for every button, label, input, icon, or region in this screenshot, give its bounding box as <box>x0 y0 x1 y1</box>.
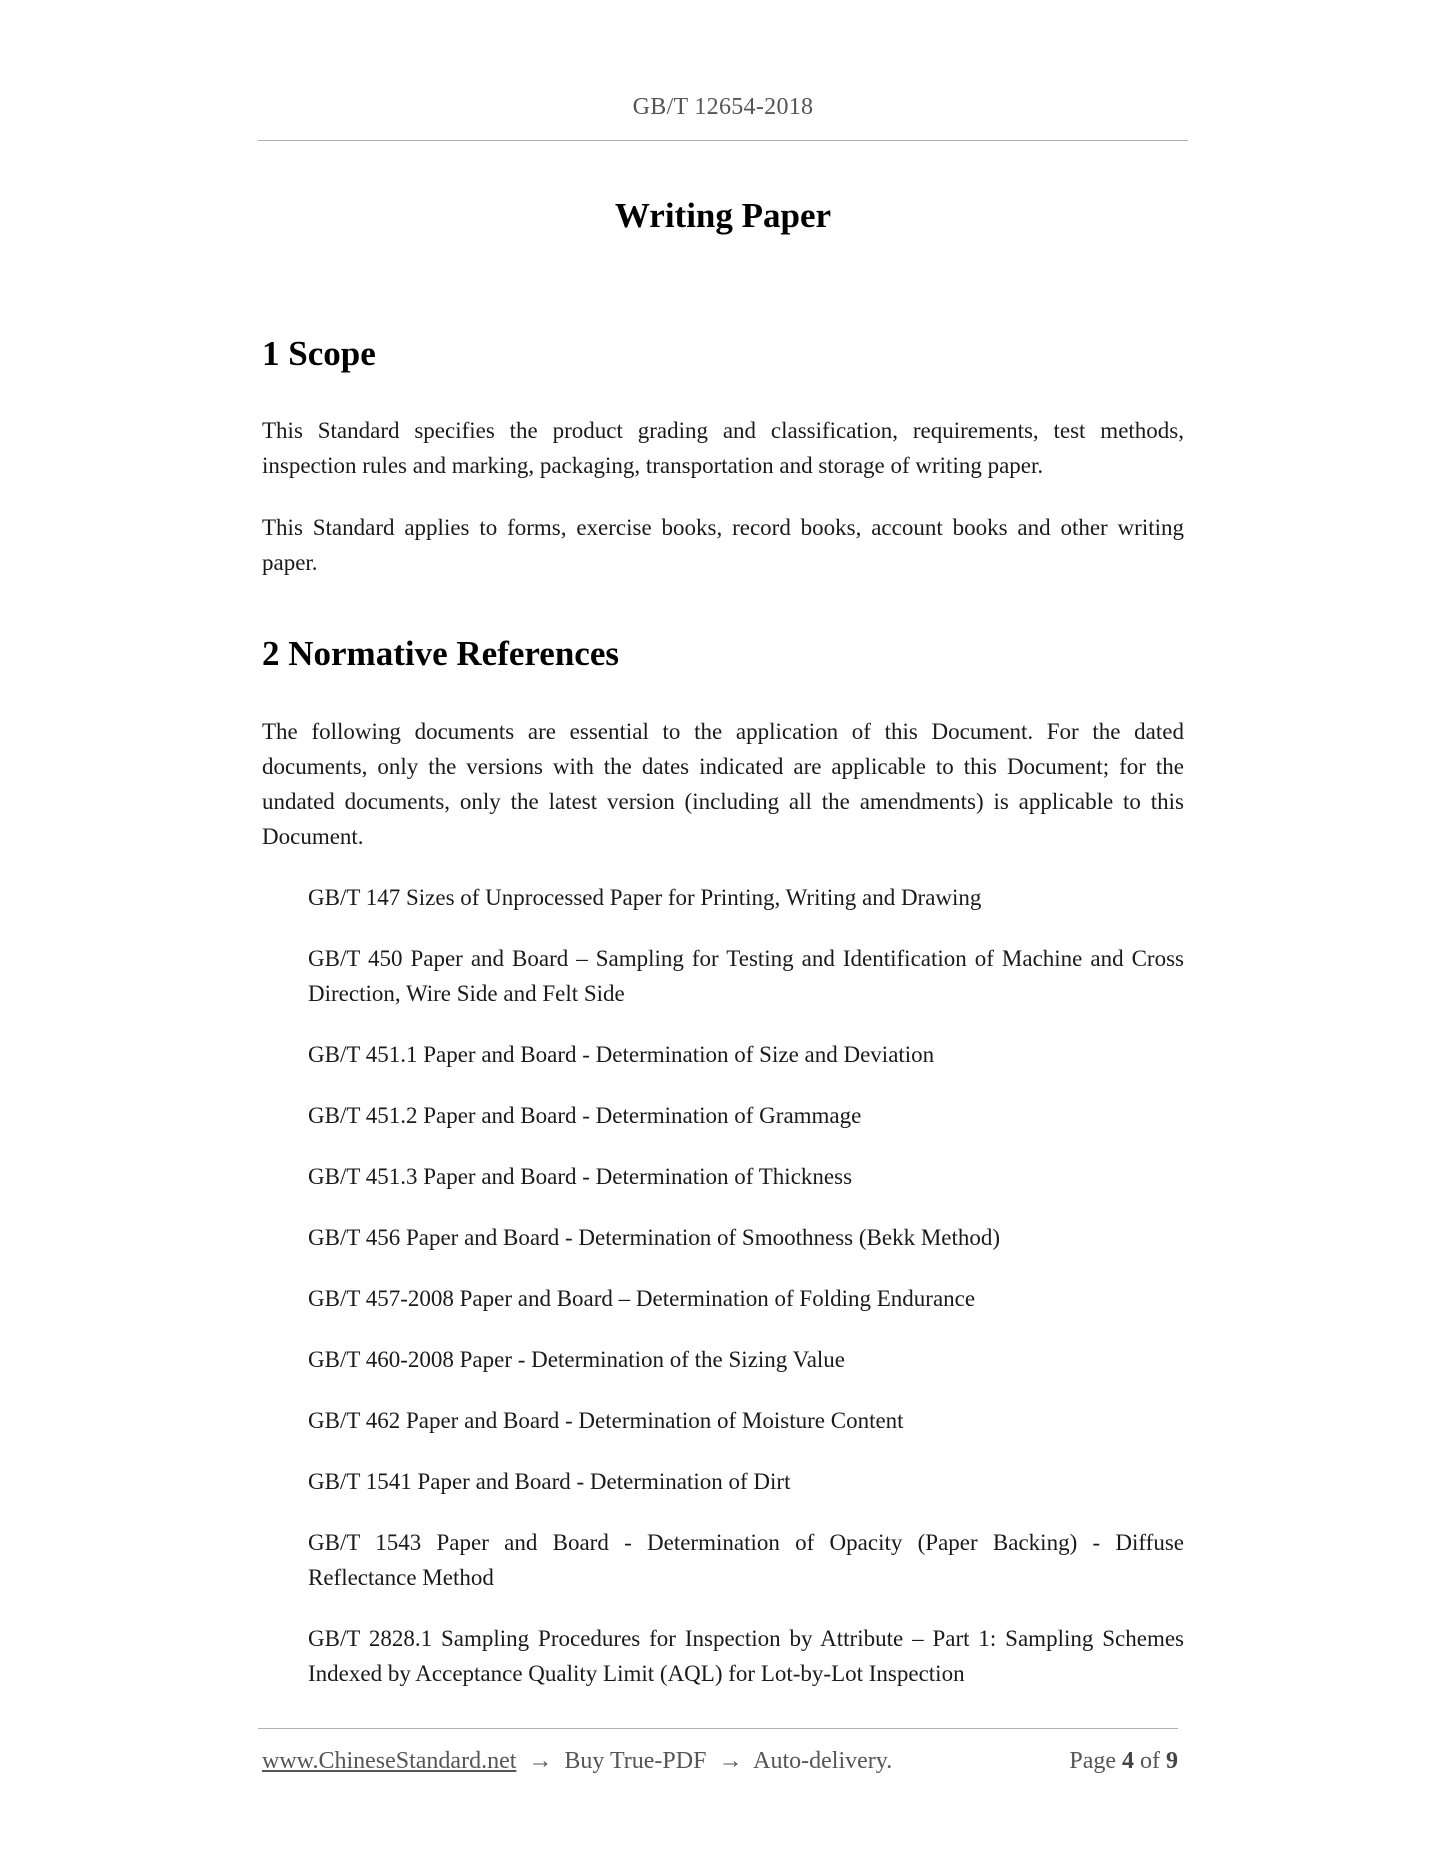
scope-paragraph: This Standard applies to forms, exercise books, record books, account books and other writing paper. <box>262 515 1184 575</box>
reference-item: GB/T 460-2008 Paper - Determination of the Sizing Value <box>308 1347 845 1372</box>
page-footer <box>262 1748 1178 1775</box>
section-heading-scope: 1 Scope <box>262 334 376 373</box>
footer-divider <box>258 1728 1178 1729</box>
running-header: GB/T 12654-2018 <box>632 94 814 120</box>
section-heading-normative-references: 2 Normative References <box>262 634 619 673</box>
reference-item: GB/T 2828.1 Sampling Procedures for Inspection by Attribute – Part 1: Sampling Schemes Indexed by Acceptance Quality Limit (AQL) for Lot-by-Lot Inspection <box>308 1626 1184 1686</box>
reference-item: GB/T 451.1 Paper and Board - Determination of Size and Deviation <box>308 1042 935 1067</box>
reference-item: GB/T 451.2 Paper and Board - Determination of Grammage <box>308 1103 862 1128</box>
reference-list <box>308 880 1184 1717</box>
arrow-right-icon: → <box>528 1748 553 1774</box>
scope-paragraph: This Standard specifies the product grading and classification, requirements, test methods, inspection rules and marking, packaging, transportation and storage of writing paper. <box>262 418 1184 478</box>
arrow-right-icon: → <box>718 1748 743 1774</box>
reference-item: GB/T 147 Sizes of Unprocessed Paper for Printing, Writing and Drawing <box>308 885 982 910</box>
total-page-count: 9 <box>1166 1748 1178 1774</box>
reference-item: GB/T 457-2008 Paper and Board – Determination of Folding Endurance <box>308 1286 976 1311</box>
reference-item: GB/T 1543 Paper and Board - Determination of Opacity (Paper Backing) - Diffuse Reflectance Method <box>308 1530 1184 1590</box>
footer-promo <box>262 1748 892 1775</box>
chinesestandard-link[interactable]: www.ChineseStandard.net <box>262 1748 517 1774</box>
buy-true-pdf-text: Buy True-PDF <box>564 1748 707 1774</box>
auto-delivery-text: Auto-delivery. <box>753 1748 893 1774</box>
header-divider <box>258 140 1188 141</box>
references-intro-paragraph: The following documents are essential to the application of this Document. For the dated documents, only the versions with the dates indicated are applicable to this Document; for the undated documents, only the latest version (including all the amendments) is applicable to this Document. <box>262 719 1184 849</box>
document-title: Writing Paper <box>614 196 832 235</box>
page-number <box>1069 1748 1178 1775</box>
current-page-number: 4 <box>1122 1748 1134 1774</box>
reference-item: GB/T 456 Paper and Board - Determination of Smoothness (Bekk Method) <box>308 1225 1001 1250</box>
reference-item: GB/T 462 Paper and Board - Determination of Moisture Content <box>308 1408 904 1433</box>
page-label: Page <box>1069 1748 1116 1774</box>
reference-item: GB/T 1541 Paper and Board - Determination of Dirt <box>308 1469 791 1494</box>
reference-item: GB/T 450 Paper and Board – Sampling for Testing and Identification of Machine and Cross Direction, Wire Side and Felt Side <box>308 946 1184 1006</box>
reference-item: GB/T 451.3 Paper and Board - Determination of Thickness <box>308 1164 853 1189</box>
page-of-label: of <box>1140 1748 1160 1774</box>
